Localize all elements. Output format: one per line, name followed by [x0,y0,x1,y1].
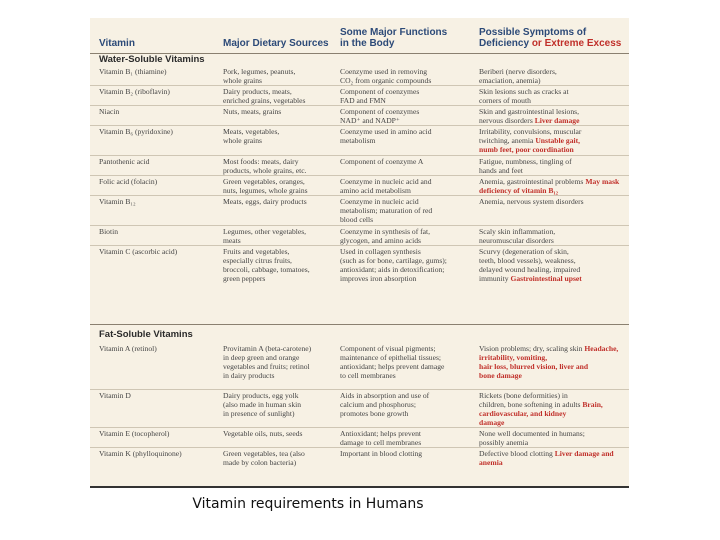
header-dietary-sources: Major Dietary Sources [223,38,329,49]
header-excess: or Extreme Excess [531,38,622,49]
body-functions: Coenzyme in nucleic acid metabolism; maturation of red blood cells [340,197,433,224]
table-bottom-rule [90,486,629,488]
excess-symptoms: Headache, irritability, vomiting, hair loss, blurred vision, liver and bone damage [479,344,619,380]
body-functions: Component of coenzymes FAD and FMN [340,87,420,105]
dietary-sources: Meats, eggs, dairy products [223,197,307,206]
body-functions: Coenzyme used in removing CO₂ from organic compounds [340,67,432,85]
symptoms [479,429,625,447]
header-functions-line2: in the Body [340,38,395,49]
header-symptoms-line2 [479,38,621,49]
vitamin-name: Vitamin D [99,391,131,400]
deficiency-symptoms: Vision problems; dry, scaling skin [479,344,583,353]
dietary-sources: Nuts, meats, grains [223,107,282,116]
vitamin-name: Vitamin K (phylloquinone) [99,449,182,458]
symptoms [479,177,625,195]
deficiency-symptoms: Beriberi (nerve disorders, emaciation, anemia) [479,67,557,85]
table-row [90,175,629,196]
body-functions: Component of coenzymes NAD⁺ and NADP⁺ [340,107,420,125]
vitamin-name: Vitamin B₁₂ [99,197,136,206]
header-functions-line1: Some Major Functions [340,27,448,38]
symptoms [479,67,625,85]
dietary-sources: Most foods: meats, dairy products, whole grains, etc. [223,157,307,175]
deficiency-symptoms: Defective blood clotting [479,449,553,458]
deficiency-symptoms: Scaly skin inflammation, neuromuscular disorders [479,227,556,245]
vitamin-name: Biotin [99,227,118,236]
dietary-sources: Dairy products, egg yolk (also made in human skin in presence of sunlight) [223,391,302,418]
symptoms [479,344,625,380]
body-functions: Component of coenzyme A [340,157,424,166]
dietary-sources: Green vegetables, tea (also made by colon bacteria) [223,449,305,467]
vitamin-name: Pantothenic acid [99,157,150,166]
dietary-sources: Fruits and vegetables, especially citrus fruits, broccoli, cabbage, tomatoes, green peppers [223,247,310,283]
dietary-sources: Vegetable oils, nuts, seeds [223,429,303,438]
dietary-sources: Pork, legumes, peanuts, whole grains [223,67,296,85]
table-row [90,125,629,156]
excess-symptoms: Liver damage and anemia [479,449,614,467]
symptoms [479,87,625,105]
body-functions: Coenzyme in synthesis of fat, glycogen, and amino acids [340,227,431,245]
symptoms [479,197,625,206]
deficiency-symptoms: Anemia, gastrointestinal problems [479,177,584,186]
header-deficiency: Deficiency [479,38,530,49]
header-symptoms-line1: Possible Symptoms of [479,27,587,38]
dietary-sources: Provitamin A (beta-carotene) in deep green and orange vegetables and fruits; retinol in dairy products [223,344,312,380]
vitamin-name: Folic acid (folacin) [99,177,158,186]
section-divider [90,324,629,325]
excess-symptoms: Brain, cardiovascular, and kidney damage [479,400,603,427]
vitamin-name: Vitamin B₆ (pyridoxine) [99,127,173,136]
body-functions: Antioxidant; helps prevent damage to cell membranes [340,429,422,447]
table-row [90,225,629,246]
deficiency-symptoms: Anemia, nervous system disorders [479,197,584,206]
table-row [90,105,629,126]
dietary-sources: Dairy products, meats, enriched grains, vegetables [223,87,306,105]
deficiency-symptoms: None well documented in humans; possibly anemia [479,429,585,447]
vitamin-name: Niacin [99,107,120,116]
vitamin-name: Vitamin C (ascorbic acid) [99,247,178,256]
symptoms [479,391,625,427]
deficiency-symptoms: Rickets (bone deformities) in children, bone softening in adults [479,391,581,409]
body-functions: Coenzyme used in amino acid metabolism [340,127,432,145]
table-row [90,389,629,428]
water-soluble-title: Water-Soluble Vitamins [99,54,205,65]
deficiency-symptoms: Irritability, convulsions, muscular twitching, anemia [479,127,582,145]
deficiency-symptoms: Scurvy (degeneration of skin, teeth, blood vessels), weakness, delayed wound healing, impaired immunity [479,247,581,283]
symptoms [479,107,625,125]
table-row [90,447,629,473]
vitamin-name: Vitamin B₂ (riboflavin) [99,87,170,96]
fat-soluble-title: Fat-Soluble Vitamins [99,329,193,340]
dietary-sources: Legumes, other vegetables, meats [223,227,307,245]
dietary-sources: Meats, vegetables, whole grains [223,127,280,145]
excess-symptoms: Liver damage [534,116,580,125]
symptoms [479,157,625,175]
body-functions: Important in blood clotting [340,449,423,458]
table-row [90,155,629,176]
header-vitamin: Vitamin [99,38,135,49]
body-functions: Component of visual pigments; maintenance of epithelial tissues; antioxidant; helps prevent damage to cell membranes [340,344,445,380]
symptoms [479,247,625,283]
table-row [90,245,629,320]
excess-symptoms: May mask deficiency of vitamin B₁₂ [479,177,620,195]
table-row [90,427,629,448]
symptoms [479,449,625,467]
vitamin-name: Vitamin B₁ (thiamine) [99,67,167,76]
table-row [90,195,629,226]
excess-symptoms: Unstable gait, numb feet, poor coordination [479,136,581,154]
vitamin-name: Vitamin A (retinol) [99,344,157,353]
symptoms [479,127,625,154]
symptoms [479,227,625,245]
deficiency-symptoms: Fatigue, numbness, tingling of hands and feet [479,157,572,175]
table-row [90,65,629,86]
table-row [90,85,629,106]
dietary-sources: Green vegetables, oranges, nuts, legumes, whole grains [223,177,308,195]
deficiency-symptoms: Skin and gastrointestinal lesions, nervous disorders [479,107,579,125]
excess-symptoms: Gastrointestinal upset [510,274,582,283]
table-header [90,18,629,54]
vitamin-name: Vitamin E (tocopherol) [99,429,170,438]
vitamin-table [90,18,629,486]
body-functions: Aids in absorption and use of calcium and phosphorus; promotes bone growth [340,391,430,418]
table-row [90,342,629,390]
body-functions: Coenzyme in nucleic acid and amino acid metabolism [340,177,432,195]
deficiency-symptoms: Skin lesions such as cracks at corners of mouth [479,87,569,105]
body-functions: Used in collagen synthesis (such as for bone, cartilage, gums); antioxidant; aids in detoxification; improves iron absorption [340,247,447,283]
figure-caption: Vitamin requirements in Humans [192,496,424,512]
